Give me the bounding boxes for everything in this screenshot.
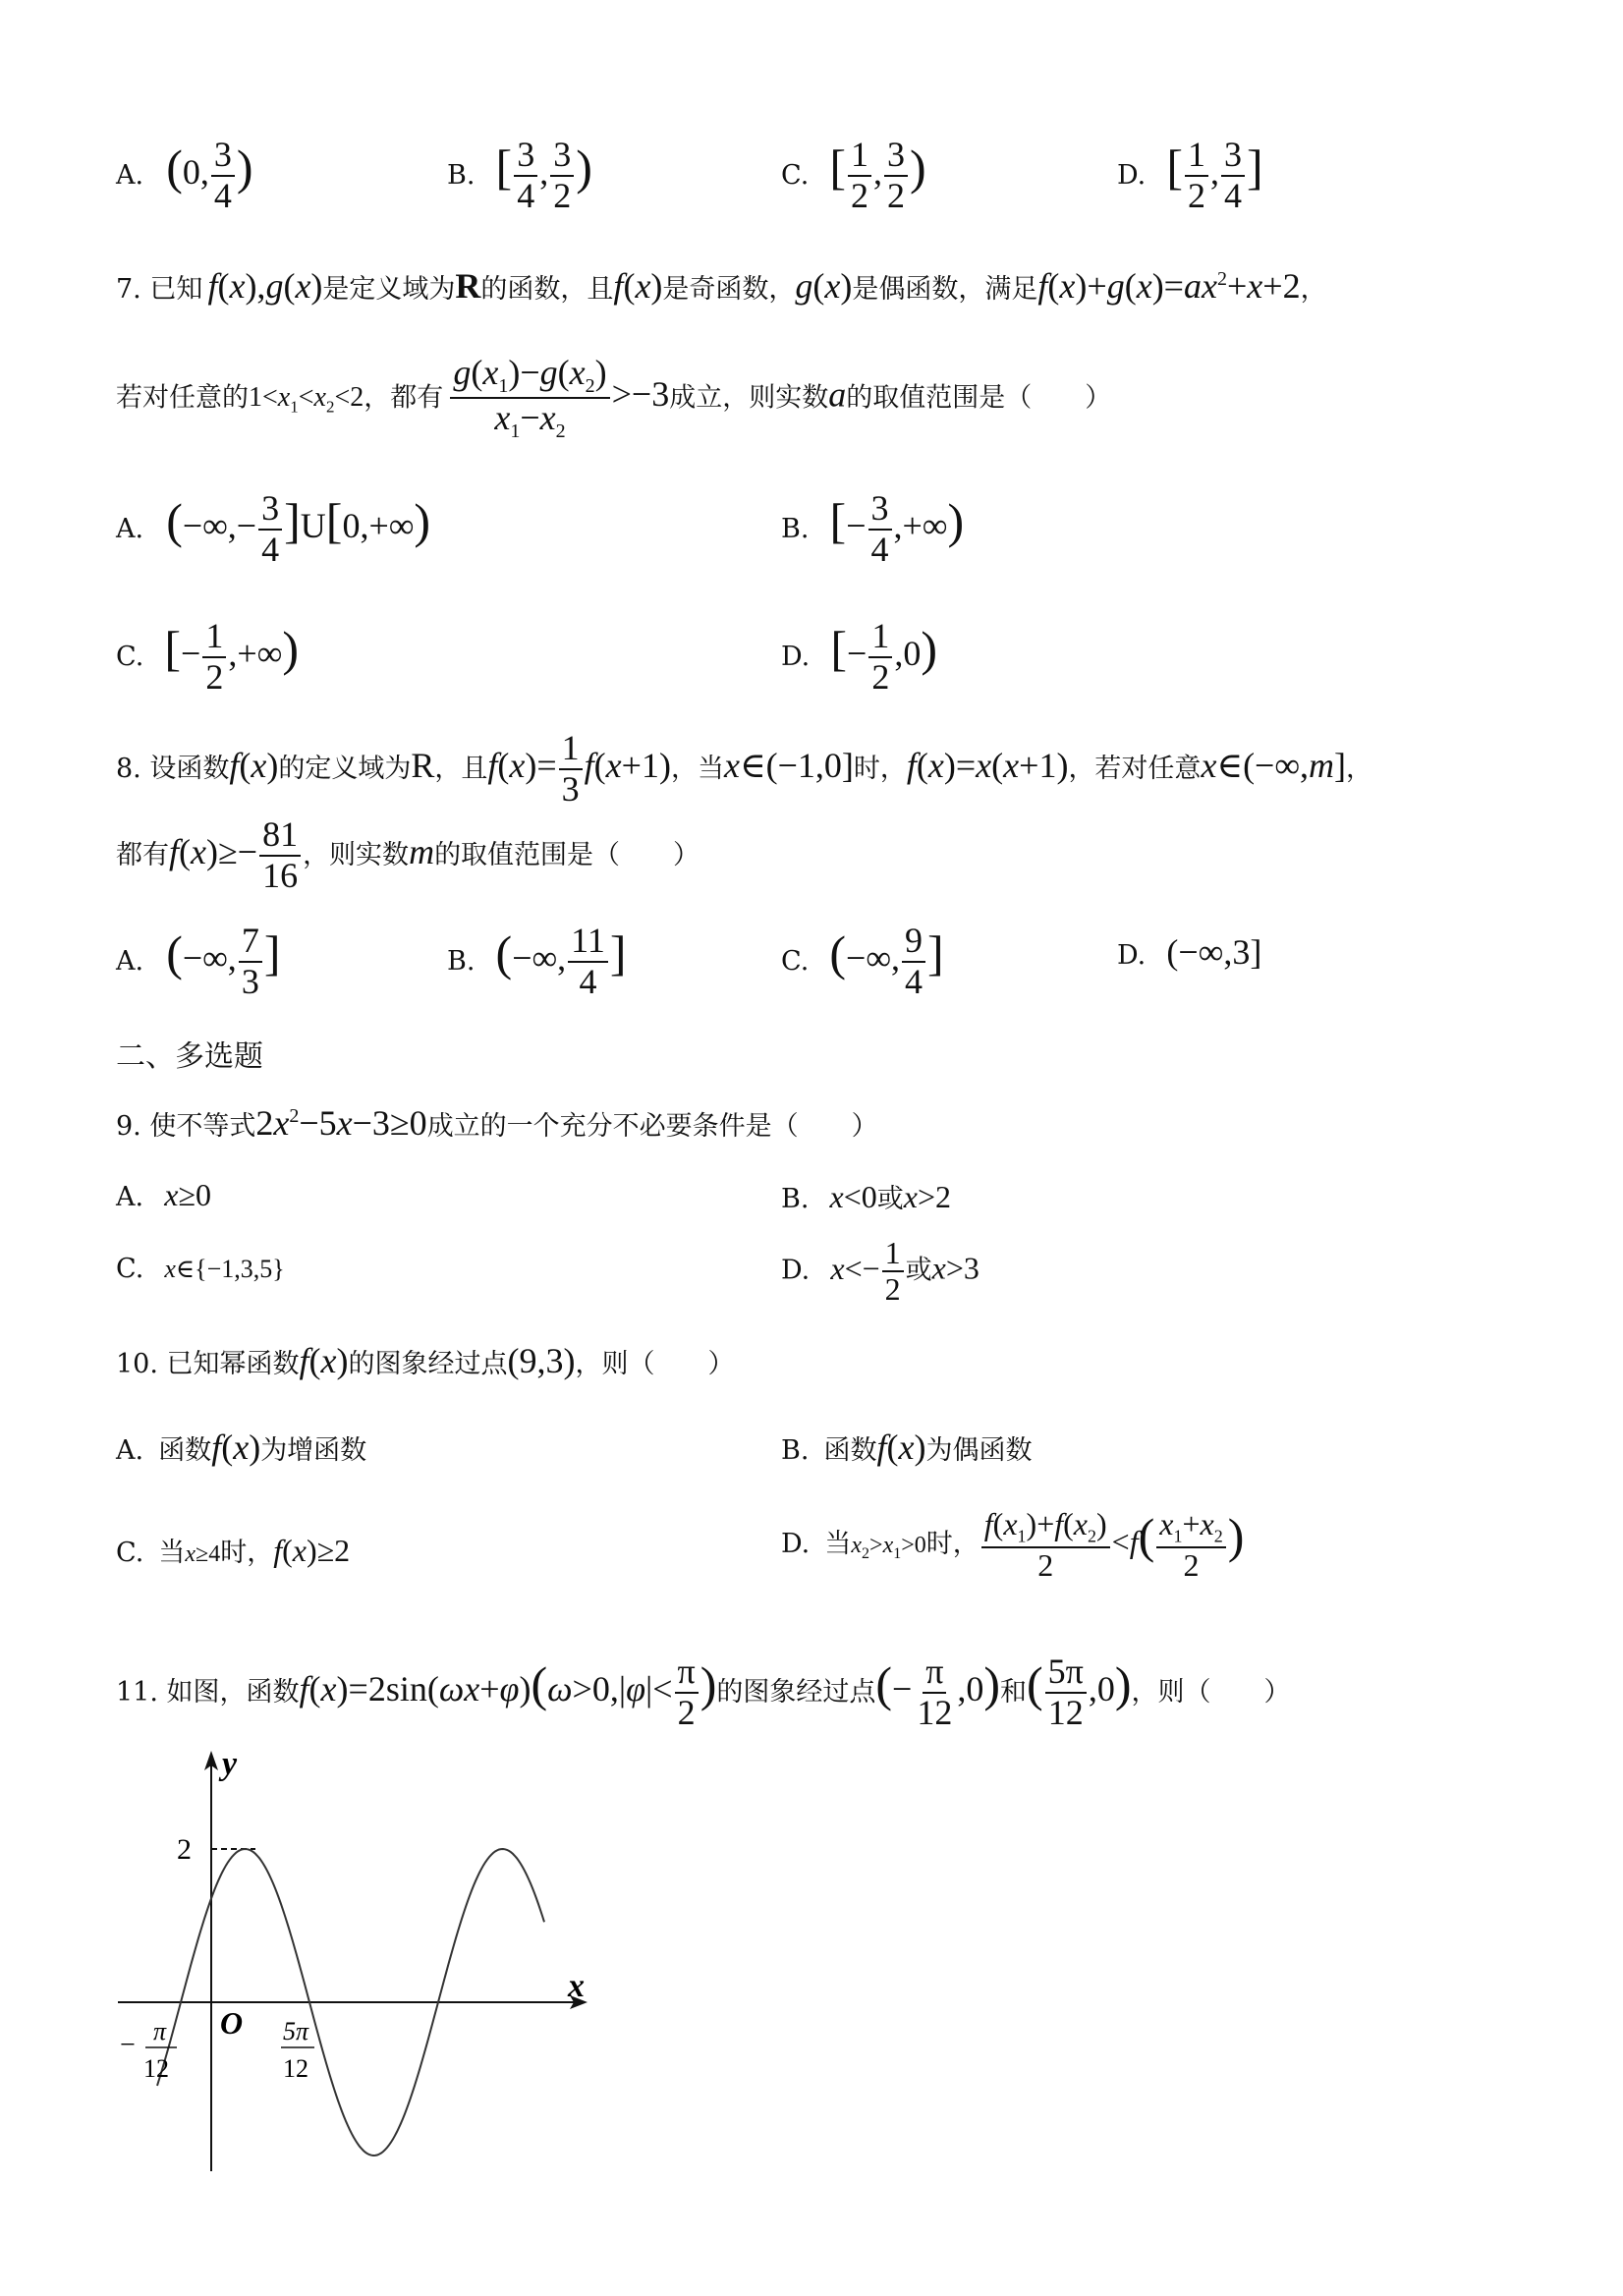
section-title-multi-choice: 二、多选题 (116, 1039, 263, 1074)
q8-d-label: D. (1117, 940, 1147, 971)
q7-text4: 是偶函数，满足 (852, 274, 1038, 305)
q9-option-a: A. x≥0 (116, 1177, 211, 1212)
q7-R: R (455, 266, 481, 306)
pos-tick-den: 12 (283, 2054, 308, 2083)
q10-c-label: C. (116, 1538, 144, 1568)
q9-c-label: C. (116, 1254, 144, 1284)
origin-label: O (220, 2005, 244, 2041)
q8-option-c: C. (−∞, $\frac{9}{4}$ ] (781, 921, 944, 1001)
q8-c-label: C. (781, 945, 810, 977)
q8-text3: ，当 (670, 753, 724, 784)
q6-c-label: C. (781, 159, 810, 191)
q9-suffix: 成立的一个充分不必要条件是（ ） (426, 1111, 878, 1142)
q7-a-label: A. (116, 513, 144, 544)
q7-line2-suffix: 成立，则实数 (669, 382, 829, 414)
q11-prefix: 11. 如图，函数 (116, 1676, 300, 1708)
q6-option-d: D. [ $\frac{1}{2}$ , $\frac{3}{4}$ ] (1117, 135, 1263, 215)
q10-a-text1: 函数 (158, 1435, 212, 1466)
q8-a-label: A. (116, 945, 144, 977)
q9-b-or: 或 (876, 1184, 904, 1214)
q6-a-label: A. (116, 159, 144, 191)
q9-a-label: A. (116, 1182, 144, 1212)
q7-c-label: C. (116, 641, 144, 672)
q9-option-d: D. x<− $\frac{1}{2}$ 或x>3 (781, 1235, 979, 1308)
q6-option-b: B. [ $\frac{3}{4}$ , $\frac{3}{2}$ ) (447, 135, 592, 215)
q8-text5: ，若对任意 (1068, 753, 1202, 784)
q7-stem-line2: 若对任意的$1<x_1<x_2<2$，都有 $\frac{g(x_1)-g(x_2)}{x_1-x_2}$ >−3成立，则实数a的取值范围是（ ） (116, 353, 1112, 443)
q7-prefix: 7. 已知 (116, 274, 203, 305)
q9-d-or: 或 (905, 1255, 932, 1286)
q10-mid: 的图象经过点 (348, 1349, 508, 1379)
neg-tick-den: 12 (143, 2054, 169, 2083)
q7-text2: 的函数，且 (480, 274, 614, 305)
q10-option-b: B. 函数f(x)为偶函数 (781, 1428, 1033, 1467)
x-axis-label: x (568, 1968, 585, 2004)
q10-a-label: A. (116, 1435, 144, 1466)
y-tick-2: 2 (177, 1833, 192, 1866)
q7-option-a: A. (−∞,− $\frac{3}{4}$ ]U[0,+∞) (116, 488, 431, 569)
q7-b-label: B. (781, 513, 810, 544)
q9-option-b: B. x<0或x>2 (781, 1179, 952, 1214)
q10-b-label: B. (781, 1435, 810, 1466)
q10-stem: 10. 已知幂函数f(x)的图象经过点(9,3)，则（ ） (116, 1341, 735, 1380)
q10-prefix: 10. 已知幂函数 (116, 1349, 300, 1379)
q10-option-c: C. 当x≥4时，f(x)≥2 (116, 1533, 351, 1568)
y-axis-label: y (222, 1746, 238, 1782)
q10-d-text1: 当 (824, 1529, 852, 1560)
q8-option-b: B. (−∞, $\frac{11}{4}$ ] (447, 921, 627, 1001)
q8-R: R (411, 745, 435, 785)
q11-suffix: ，则（ ） (1131, 1676, 1291, 1708)
q9-b-label: B. (781, 1184, 810, 1214)
q6-option-c: C. [ $\frac{1}{2}$ , $\frac{3}{2}$ ) (781, 135, 926, 215)
q7-line2-prefix: 若对任意的 (116, 382, 249, 414)
q8-stem-line1: 8. 设函数f(x)的定义域为R，且f(x)= $\frac{1}{3}$ f(x+1)，当x∈(−1,0]时，f(x)=x(x+1)，若对任意x∈(−∞,m]， (116, 728, 1373, 809)
q7-line2-mid: ，都有 (364, 382, 444, 414)
q8-text2: ，且 (434, 753, 488, 784)
q6-b-label: B. (447, 159, 476, 191)
q10-b-text1: 函数 (823, 1435, 877, 1466)
q10-c-text1: 当 (158, 1538, 186, 1568)
q10-suffix: ，则（ ） (575, 1349, 735, 1379)
q8-text4: 时， (853, 753, 907, 784)
q10-b-text2: 为偶函数 (925, 1435, 1033, 1466)
q8-option-a: A. (−∞, $\frac{7}{3}$ ] (116, 921, 281, 1001)
q9-d-label: D. (781, 1255, 811, 1286)
q10-option-d: D. 当$x_2>x_1>0$时， $\frac{f(x_1)+f(x_2)}{2}$ <f( $\frac{x_1+x_2}{2}$ ) (781, 1506, 1245, 1584)
q10-d-text2: 时， (925, 1529, 979, 1560)
q7-stem-line1: 7. 已知 f(x),g(x)是定义域为R的函数，且f(x)是奇函数，g(x)是偶函数，满足$f(x)+g(x)=ax^2+x+2$， (116, 266, 1327, 306)
q8-prefix: 8. 设函数 (116, 753, 230, 784)
q7-d-label: D. (781, 641, 811, 672)
q6-d-label: D. (1117, 159, 1147, 191)
q10-option-a: A. 函数f(x)为增函数 (116, 1428, 367, 1467)
q7-line2-end: 的取值范围是（ ） (846, 382, 1112, 414)
neg-tick-num: π (153, 2017, 167, 2045)
q11-mid: 的图象经过点 (716, 1676, 876, 1708)
q11-stem: 11. 如图，函数f(x)=2sin(ωx+φ)(ω>0,|φ|< $\frac{\pi}{2}$ )的图象经过点(− $\frac{\pi}{12}$ ,0)和( $\frac{5\pi}{12}$ ,0)，则（ ） (116, 1652, 1291, 1732)
q10-c-text2: 时， (220, 1538, 274, 1568)
q10-a-text2: 为增函数 (260, 1435, 367, 1466)
q7-text3: 是奇函数， (662, 274, 796, 305)
q11-and: 和 (999, 1676, 1027, 1708)
pos-tick-num: 5π (283, 2017, 309, 2045)
q9-prefix: 9. 使不等式 (116, 1111, 256, 1142)
q8-line2-suffix: ，则实数 (303, 839, 410, 870)
q7-option-c: C. [− $\frac{1}{2}$ ,+∞) (116, 616, 299, 697)
q8-line2-end: 的取值范围是（ ） (434, 839, 700, 870)
q8-b-label: B. (447, 945, 476, 977)
q9-stem: 9. 使不等式$2x^2-5x-3\ge 0$成立的一个充分不必要条件是（ ） (116, 1103, 878, 1143)
sine-graph (98, 1739, 609, 2191)
neg-tick-sign: − (120, 2030, 136, 2060)
q6-option-a: A. (0, $\frac{3}{4}$ ) (116, 135, 253, 215)
q8-stem-line2: 都有f(x)≥− $\frac{81}{16}$ ，则实数m的取值范围是（ ） (116, 814, 700, 895)
q8-text1: 的定义域为 (278, 753, 412, 784)
q7-option-b: B. [− $\frac{3}{4}$ ,+∞) (781, 488, 965, 569)
q8-option-d: D. (−∞,3] (1117, 932, 1262, 972)
q7-text1: 是定义域为 (322, 274, 456, 305)
q10-d-label: D. (781, 1529, 811, 1560)
q8-line2-prefix: 都有 (116, 839, 169, 870)
q9-option-c: C. x∈{−1,3,5} (116, 1254, 285, 1284)
q7-option-d: D. [− $\frac{1}{2}$ ,0) (781, 616, 937, 697)
